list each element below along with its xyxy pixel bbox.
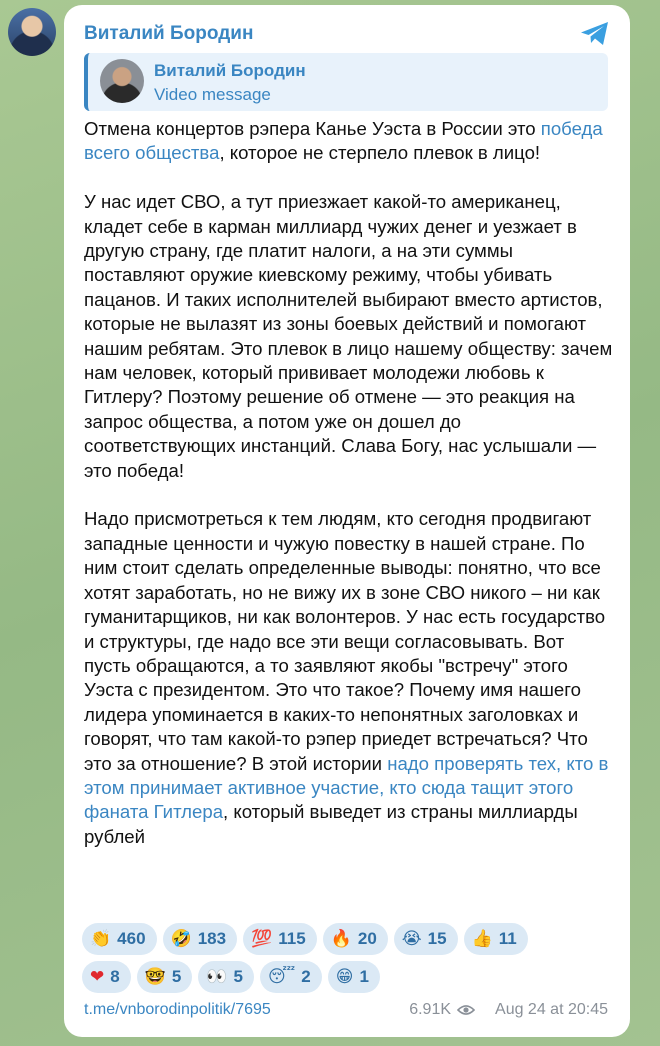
reply-sender-name: Виталий Бородин [154, 61, 306, 80]
reaction-count: 2 [301, 967, 311, 986]
crying-icon: 😭 [401, 929, 422, 949]
reaction-count: 5 [233, 967, 243, 986]
reaction-count: 183 [197, 929, 227, 948]
reaction-count: 1 [359, 967, 369, 986]
reaction-crying[interactable] [394, 923, 458, 955]
hashtag-link-2[interactable]: надо проверять тех, кто в этом принимает активное участие, кто сюда тащит этого фаната Гитлера [84, 752, 609, 823]
fire-icon: 🔥 [330, 929, 352, 949]
reaction-rofl[interactable] [163, 923, 238, 955]
telegram-icon[interactable] [580, 21, 610, 47]
text-span: , которое не стерпело плевок в лицо! [219, 142, 541, 164]
reaction-count: 11 [498, 929, 517, 948]
reaction-heart[interactable] [82, 961, 131, 993]
paragraph-1 [84, 117, 614, 166]
channel-avatar[interactable] [8, 8, 56, 56]
reaction-thumbs-up[interactable] [464, 923, 528, 955]
grin-icon: 😁 [335, 967, 354, 987]
thumbs-up-icon: 👍 [471, 929, 493, 949]
paragraph-3 [84, 507, 614, 849]
hundred-icon: 💯 [251, 929, 273, 949]
reaction-fire[interactable] [323, 923, 388, 955]
reaction-hundred[interactable] [243, 923, 317, 955]
reaction-count: 115 [278, 929, 306, 948]
heart-icon: ❤ [90, 967, 105, 987]
message-text [84, 117, 614, 849]
reaction-count: 15 [427, 929, 447, 948]
reaction-count: 8 [110, 967, 120, 986]
reply-subtitle: Video message [154, 85, 271, 104]
eye-icon [457, 1004, 475, 1016]
reaction-eyes[interactable] [198, 961, 254, 993]
reaction-count: 5 [171, 967, 182, 986]
reaction-grin[interactable] [328, 961, 380, 993]
reaction-count: 20 [357, 929, 377, 948]
nerd-icon: 🤓 [144, 967, 166, 987]
text-span: Надо присмотреться к тем людям, кто сегодня продвигают западные ценности и чужую повестку в нашей стране. По ним стоит сделать определенные выводы: понятно, что все хотят заработать, но не вижу их в зоне СВО никого – ни как гуманитарщиков, ни как волонтеров. У нас есть государство и структуры, где надо все эти вещи согласовывать. Вот пусть обращаются, а то заявляют якобы "встречу" этого Уэста с президентом. Это что такое? Почему имя нашего лидера упоминается в каких-то непонятных заголовках и говорят, что там какой-то рэпер приедет встречаться? Что это за отношение? В этой истории [84, 508, 606, 774]
hashtag-link-1[interactable]: победа всего общества [84, 118, 603, 164]
reactions-bar [82, 923, 622, 999]
reaction-count: 460 [117, 929, 146, 948]
eyes-icon: 👀 [206, 967, 228, 987]
post-date: Aug 24 at 20:45 [495, 1001, 608, 1018]
paragraph-2: У нас идет СВО, а тут приезжает какой-то американец, кладет себе в карман миллиард чужих денег и уезжает в другую страну, где платит налоги, а на эти суммы поставляют оружие киевскому режиму, чтобы убивать пацанов. И таких исполнителей выбирают вместо артистов, которые не вылазят из зоны боевых действий и помогают нашим ребятам. Это плевок в лицо нашему обществу: зачем нам человек, который прививает молодежи любовь к Гитлеру? Поэтому решение об отмене — это реакция на запрос общества, а потом уже он дошел до соответствующих инстанций. Слава Богу, нас услышали — это победа! [84, 191, 613, 481]
text-span: Отмена концертов рэпера Канье Уэста в России это [84, 118, 541, 139]
reply-avatar [100, 59, 144, 103]
sender-name[interactable]: Виталий Бородин [84, 23, 254, 44]
message-bubble [64, 5, 630, 1037]
reactions-row-2 [82, 961, 622, 993]
reactions-row-1 [82, 923, 622, 955]
sleepy-icon: 😴 [268, 967, 296, 987]
reply-preview[interactable] [84, 53, 608, 111]
reaction-sleepy[interactable] [260, 961, 322, 993]
post-meta [409, 1001, 608, 1019]
clap-icon: 👏 [90, 929, 112, 949]
view-count: 6.91K [409, 1001, 452, 1018]
reaction-nerd[interactable] [137, 961, 193, 993]
text-span: , который выведет из страны миллиарды рублей [84, 801, 578, 847]
post-link[interactable]: t.me/vnborodinpolitik/7695 [84, 1001, 271, 1018]
reaction-clap[interactable] [82, 923, 157, 955]
rofl-icon: 🤣 [170, 929, 192, 949]
